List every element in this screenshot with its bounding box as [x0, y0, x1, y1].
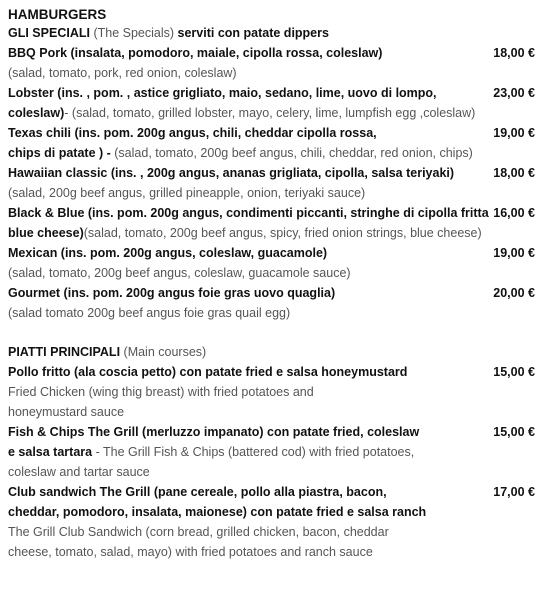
item-price: 15,00 €	[493, 425, 535, 439]
menu-item	[8, 283, 541, 323]
item-name-line: Pollo fritto (ala coscia petto) con patate fried e salsa honeymustard	[8, 365, 408, 379]
item-description-inline: (salad, tomato, 200g beef angus, chili, cheddar, red onion, chips)	[110, 146, 473, 160]
item-name-line: blue cheese)(salad, tomato, 200g beef angus, spicy, fried onion strings, blue cheese)	[8, 226, 482, 240]
menu-item	[8, 362, 541, 422]
item-name-line: cheddar, pomodoro, insalata, maionese) con patate fried e salsa ranch	[8, 505, 427, 519]
item-description-line: honeymustard sauce	[8, 405, 125, 419]
subtitle-it: GLI SPECIALI	[8, 26, 90, 40]
item-price: 20,00 €	[493, 286, 535, 300]
item-name-line: chips di patate ) - (salad, tomato, 200g beef angus, chili, cheddar, red onion, chips)	[8, 146, 473, 160]
item-price: 17,00 €	[493, 485, 535, 499]
menu-item	[8, 482, 541, 562]
item-name-line: Gourmet (ins. pom. 200g angus foie gras uovo quaglia)	[8, 286, 336, 300]
item-description-line: (salad, tomato, pork, red onion, coleslaw)	[8, 66, 237, 80]
section-title-hamburgers: HAMBURGERS	[8, 7, 107, 22]
item-price: 18,00 €	[493, 166, 535, 180]
menu-item	[8, 43, 541, 83]
item-price: 23,00 €	[493, 86, 535, 100]
item-description-line: (salad tomato 200g beef angus foie gras quail egg)	[8, 306, 291, 320]
item-price: 15,00 €	[493, 365, 535, 379]
main-course-list	[8, 362, 541, 562]
subtitle-note: serviti con patate dippers	[177, 26, 329, 40]
item-description-inline: - The Grill Fish & Chips (battered cod) with fried potatoes,	[92, 445, 415, 459]
item-name-line: Mexican (ins. pom. 200g angus, coleslaw, guacamole)	[8, 246, 328, 260]
item-name-line: Lobster (ins. , pom. , astice grigliato, maio, sedano, lime, uovo di lompo,	[8, 86, 437, 100]
item-name-line: Fish & Chips The Grill (merluzzo impanato) con patate fried, coleslaw	[8, 425, 420, 439]
section-subtitle-specials	[8, 24, 541, 43]
menu-item	[8, 243, 541, 283]
item-name-line: Texas chili (ins. pom. 200g angus, chili, cheddar cipolla rossa,	[8, 126, 377, 140]
item-name-line: coleslaw)- (salad, tomato, grilled lobster, mayo, celery, lime, lumpfish egg ,coleslaw)	[8, 106, 476, 120]
menu-item	[8, 422, 541, 482]
item-price: 18,00 €	[493, 46, 535, 60]
hamburger-list	[8, 43, 541, 323]
item-name-line: BBQ Pork (insalata, pomodoro, maiale, cipolla rossa, coleslaw)	[8, 46, 383, 60]
menu-item	[8, 83, 541, 123]
subtitle-en: (Main courses)	[123, 345, 207, 359]
subtitle-it: PIATTI PRINCIPALI	[8, 345, 121, 359]
menu-item	[8, 163, 541, 203]
menu-item	[8, 123, 541, 163]
item-description-inline: - (salad, tomato, grilled lobster, mayo, celery, lime, lumpfish egg ,coleslaw)	[64, 106, 476, 120]
item-description-line: (salad, tomato, 200g beef angus, coleslaw, guacamole sauce)	[8, 266, 351, 280]
item-price: 19,00 €	[493, 126, 535, 140]
menu-item	[8, 203, 541, 243]
item-name-line: Club sandwich The Grill (pane cereale, pollo alla piastra, bacon,	[8, 485, 387, 499]
item-description-line: Fried Chicken (wing thig breast) with fried potatoes and	[8, 385, 314, 399]
item-description-line: cheese, tomato, salad, mayo) with fried potatoes and ranch sauce	[8, 545, 373, 559]
item-name-line: Black & Blue (ins. pom. 200g angus, condimenti piccanti, stringhe di cipolla fritta	[8, 206, 489, 220]
item-name-line: Hawaiian classic (ins. , 200g angus, ananas grigliata, cipolla, salsa teriyaki)	[8, 166, 455, 180]
item-description-inline: (salad, tomato, 200g beef angus, spicy, fried onion strings, blue cheese)	[83, 226, 482, 240]
item-description-line: The Grill Club Sandwich (corn bread, grilled chicken, bacon, cheddar	[8, 525, 389, 539]
item-price: 19,00 €	[493, 246, 535, 260]
section-subtitle-main-courses	[8, 343, 541, 362]
item-price: 16,00 €	[493, 206, 535, 220]
subtitle-en: (The Specials)	[93, 26, 175, 40]
section-gap	[8, 323, 541, 343]
item-description-line: (salad, 200g beef angus, grilled pineapple, onion, teriyaki sauce)	[8, 186, 366, 200]
item-description-line: coleslaw and tartar sauce	[8, 465, 150, 479]
item-name-line: e salsa tartara - The Grill Fish & Chips (battered cod) with fried potatoes,	[8, 445, 415, 459]
